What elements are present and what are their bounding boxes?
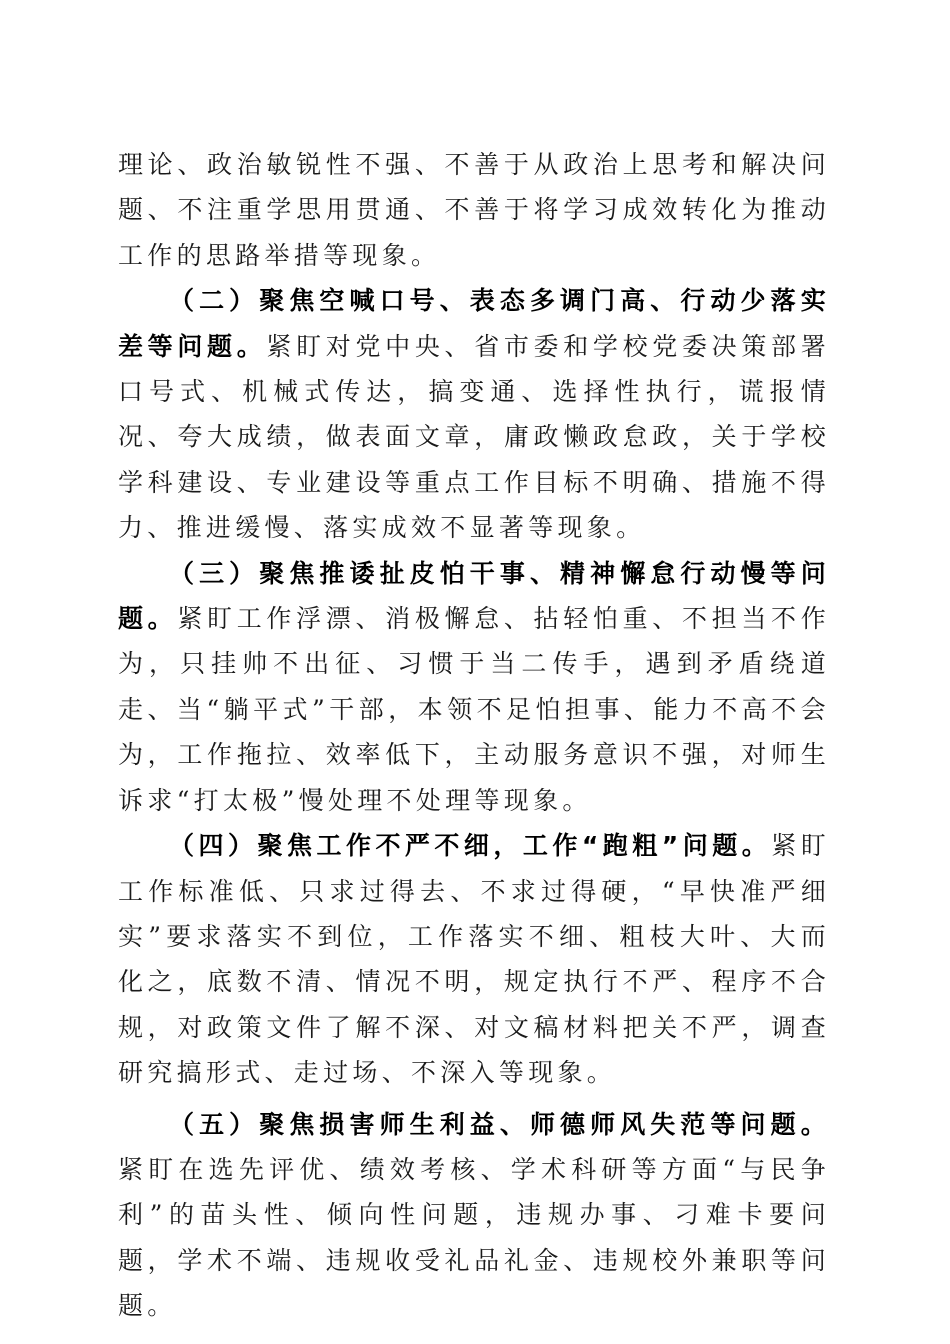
- paragraph-section-3: [118, 551, 830, 823]
- paragraph-text: 紧盯在选先评优、绩效考核、学术科研等方面“与民争利”的苗头性、倾向性问题，违规办事、刁难卡要问题，学术不端、违规收受礼品礼金、违规校外兼职等问题。: [118, 1154, 830, 1321]
- paragraph-text: 紧盯对党中央、省市委和学校党委决策部署口号式、机械式传达，搞变通、选择性执行，谎报情况、夸大成绩，做表面文章，庸政懒政怠政，关于学校学科建设、专业建设等重点工作目标不明确、措施不得力、推进缓慢、落实成效不显著等现象。: [118, 331, 830, 543]
- paragraph-text: 紧盯工作浮漂、消极懈怠、拈轻怕重、不担当不作为，只挂帅不出征、习惯于当二传手，遇到矛盾绕道走、当“躺平式”干部，本领不足怕担事、能力不高不会为，工作拖拉、效率低下，主动服务意识不强，对师生诉求“打太极”慢处理不处理等现象。: [118, 604, 830, 815]
- paragraph-section-4: [118, 823, 830, 1095]
- section-heading-2: （二）聚焦空喊口号、表态多调门高、行动少落实差等问题。: [118, 286, 830, 361]
- paragraph-text: 紧盯工作标准低、只求过得去、不求过得硬，“早快准严细实”要求落实不到位，工作落实不细、粗枝大叶、大而化之，底数不清、情况不明，规定执行不严、程序不合规，对政策文件了解不深、对文稿材料把关不严，调查研究搞形式、走过场、不深入等现象。: [118, 831, 830, 1088]
- paragraph-section-2: [118, 278, 830, 550]
- paragraph-section-5: [118, 1102, 830, 1329]
- paragraph-text: 理论、政治敏锐性不强、不善于从政治上思考和解决问题、不注重学思用贯通、不善于将学习成效转化为推动工作的思路举措等现象。: [118, 150, 830, 270]
- section-heading-3: （三）聚焦推诿扯皮怕干事、精神懈怠行动慢等问题。: [118, 558, 830, 634]
- section-heading-4: （四）聚焦工作不严不细，工作“跑粗”问题。: [169, 831, 772, 861]
- document-body: [118, 142, 830, 1329]
- section-heading-5: （五）聚焦损害师生利益、师德师风失范等问题。: [169, 1109, 830, 1139]
- paragraph-continuation: [118, 142, 830, 278]
